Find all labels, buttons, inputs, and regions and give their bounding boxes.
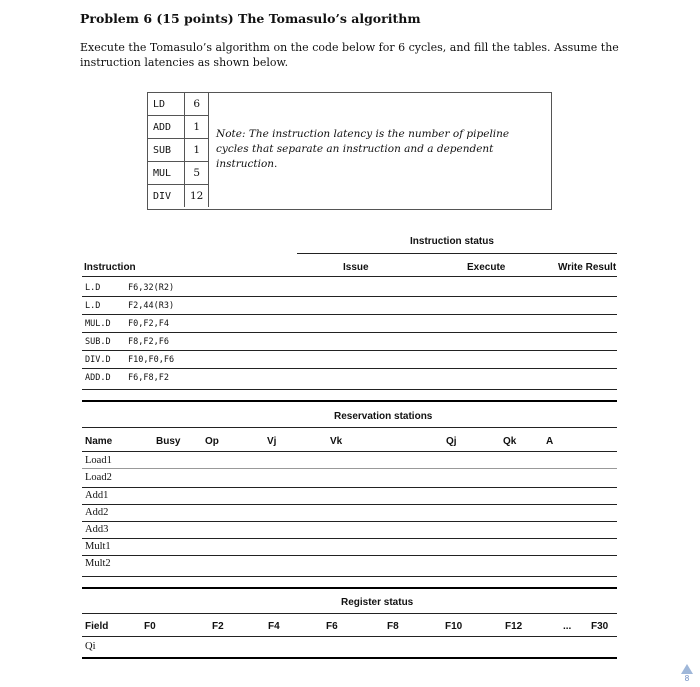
header-instruction: Instruction	[84, 262, 136, 273]
section-rule	[82, 400, 617, 402]
register-f2: F2	[212, 621, 224, 632]
latency-op: MUL	[148, 162, 185, 185]
table-row-line	[82, 576, 617, 577]
problem-intro: Execute the Tomasulo’s algorithm on the code below for 6 cycles, and fill the tables. Assume the instruction latencies as shown below.	[80, 41, 619, 69]
latency-op: DIV	[148, 185, 185, 208]
instruction-op: DIV.D	[85, 355, 111, 365]
latency-op: SUB	[148, 139, 185, 162]
register-field-label: Field	[85, 621, 109, 632]
rs-header-qj: Qj	[446, 436, 457, 447]
instruction-args: F2,44(R3)	[128, 301, 175, 311]
rs-header-busy: Busy	[156, 436, 181, 447]
table-row-line	[82, 521, 617, 522]
register-f4: F4	[268, 621, 280, 632]
rs-header-name: Name	[85, 436, 113, 447]
rs-header-a: A	[546, 436, 554, 447]
divider	[82, 276, 617, 277]
instruction-args: F8,F2,F6	[128, 337, 169, 347]
rs-name: Mult2	[85, 558, 111, 569]
instruction-args: F10,F0,F6	[128, 355, 175, 365]
table-row-line	[82, 555, 617, 556]
latency-value: 1	[185, 116, 209, 139]
register-f30: F30	[591, 621, 609, 632]
register-qi-label: Qi	[85, 641, 96, 652]
page-number: 8	[684, 674, 690, 683]
header-execute: Execute	[467, 262, 506, 273]
register-ellipsis: ...	[563, 621, 572, 632]
section-rule	[82, 657, 617, 659]
table-row-line	[82, 332, 617, 333]
table-row-line	[82, 487, 617, 488]
latency-op: ADD	[148, 116, 185, 139]
header-issue: Issue	[343, 262, 369, 273]
rs-name: Load1	[85, 455, 112, 466]
divider	[82, 451, 617, 452]
divider	[297, 253, 617, 254]
instruction-op: MUL.D	[85, 319, 111, 329]
register-f12: F12	[505, 621, 523, 632]
instruction-op: ADD.D	[85, 373, 111, 383]
rs-header-op: Op	[205, 436, 219, 447]
section-rule	[82, 587, 617, 589]
instruction-op: L.D	[85, 301, 101, 311]
table-row-line	[82, 314, 617, 315]
table-row-line	[82, 296, 617, 297]
latency-row	[148, 139, 209, 162]
latency-value: 12	[185, 185, 209, 208]
latency-value: 5	[185, 162, 209, 185]
rs-header-qk: Qk	[503, 436, 517, 447]
latency-row	[148, 93, 209, 116]
table-row-line	[82, 468, 617, 469]
register-status-title: Register status	[341, 597, 414, 608]
instruction-op: SUB.D	[85, 337, 111, 347]
page-indicator[interactable]	[680, 664, 694, 683]
problem-title: Problem 6 (15 points) The Tomasulo’s algorithm	[80, 11, 421, 26]
table-row-line	[82, 368, 617, 369]
instruction-args: F6,32(R2)	[128, 283, 175, 293]
rs-header-vj: Vj	[267, 436, 277, 447]
rs-header-vk: Vk	[330, 436, 343, 447]
table-row-line	[82, 389, 617, 390]
table-row-line	[82, 350, 617, 351]
latency-note: Note: The instruction latency is the number of pipeline cycles that separate an instruction and a dependent instruction.	[216, 128, 510, 170]
instruction-args: F0,F2,F4	[128, 319, 169, 329]
instruction-op: L.D	[85, 283, 101, 293]
latency-op: LD	[148, 93, 185, 116]
rs-name: Mult1	[85, 541, 111, 552]
table-row-line	[82, 504, 617, 505]
header-write-result: Write Result	[558, 262, 617, 273]
rs-name: Add2	[85, 507, 109, 518]
divider	[82, 613, 617, 614]
latency-row	[148, 116, 209, 139]
register-f6: F6	[326, 621, 338, 632]
instruction-args: F6,F8,F2	[128, 373, 169, 383]
latency-box	[147, 92, 552, 210]
latency-row	[148, 162, 209, 185]
rs-name: Load2	[85, 472, 112, 483]
rs-name: Add1	[85, 490, 109, 501]
latency-value: 1	[185, 139, 209, 162]
divider	[82, 636, 617, 637]
latency-value: 6	[185, 93, 209, 116]
register-f8: F8	[387, 621, 399, 632]
latency-row	[148, 185, 209, 208]
register-f0: F0	[144, 621, 156, 632]
divider	[82, 427, 617, 428]
register-f10: F10	[445, 621, 463, 632]
reservation-stations-title: Reservation stations	[334, 411, 433, 422]
latency-table	[148, 93, 209, 207]
instruction-status-title: Instruction status	[410, 236, 494, 247]
page-up-icon[interactable]	[681, 664, 693, 674]
table-row-line	[82, 538, 617, 539]
rs-name: Add3	[85, 524, 109, 535]
